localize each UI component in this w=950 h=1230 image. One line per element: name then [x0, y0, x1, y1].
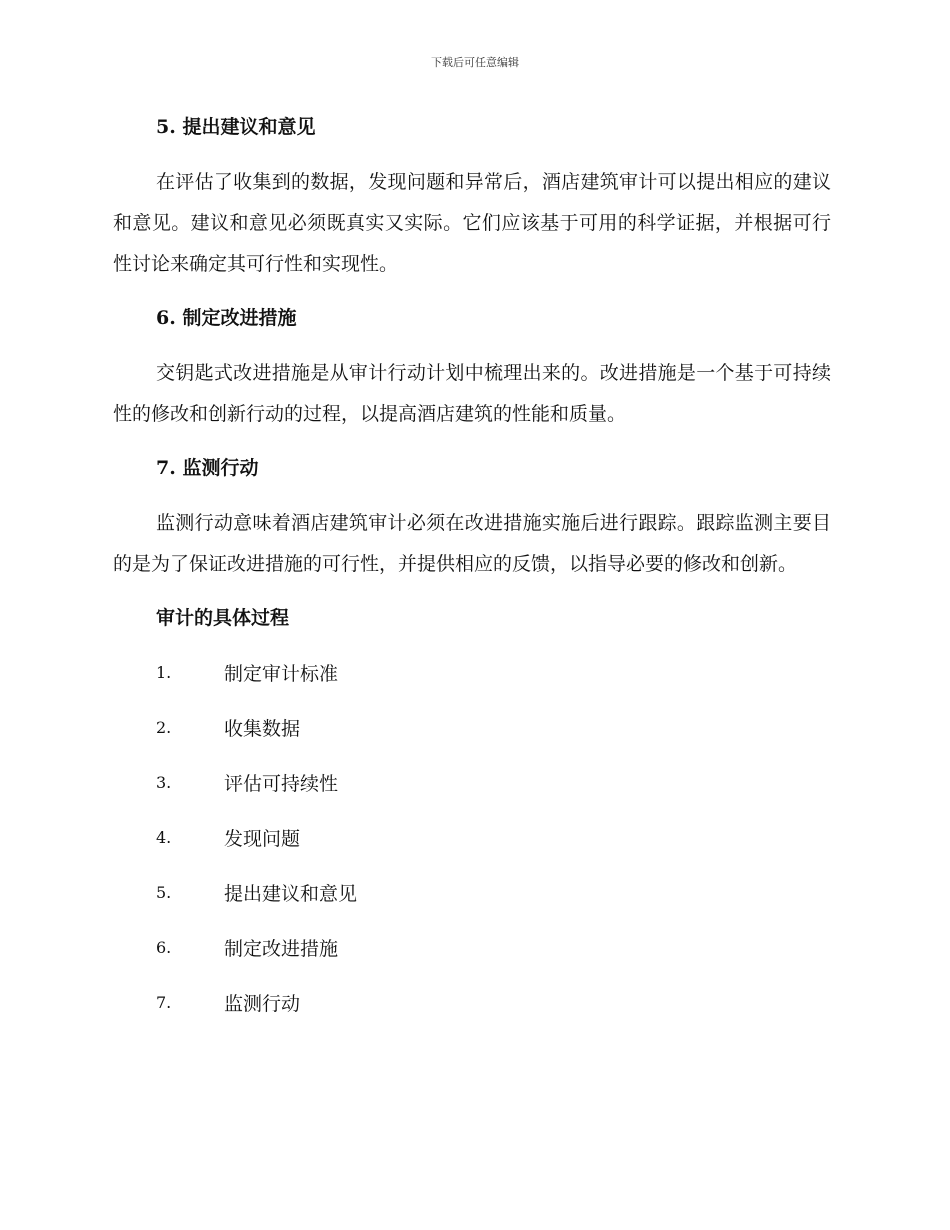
- list-item-text: 收集数据: [224, 718, 301, 740]
- list-item-number: 4.: [156, 828, 172, 847]
- list-item-number: 2.: [156, 718, 172, 737]
- list-item-text: 发现问题: [224, 828, 301, 850]
- list-item: [113, 865, 831, 920]
- process-heading: 审计的具体过程: [156, 607, 290, 629]
- list-item: [113, 700, 831, 755]
- list-item: [113, 755, 831, 810]
- list-item-number: 6.: [156, 938, 172, 957]
- process-list: [113, 645, 831, 1030]
- section-paragraph-5: 在评估了收集到的数据，发现问题和异常后，酒店建筑审计可以提出相应的建议和意见。建议和意见必须既真实又实际。它们应该基于可用的科学证据，并根据可行性讨论来确定其可行性和实现性。: [113, 171, 831, 275]
- list-item-number: 3.: [156, 773, 172, 792]
- list-item: [113, 810, 831, 865]
- section-heading-5: 5. 提出建议和意见: [156, 116, 316, 138]
- section-paragraph-6: 交钥匙式改进措施是从审计行动计划中梳理出来的。改进措施是一个基于可持续性的修改和创新行动的过程，以提高酒店建筑的性能和质量。: [113, 362, 831, 425]
- list-item-number: 7.: [156, 993, 172, 1012]
- section-heading-6: 6. 制定改进措施: [156, 307, 297, 329]
- section-paragraph-7: 监测行动意味着酒店建筑审计必须在改进措施实施后进行跟踪。跟踪监测主要目的是为了保证改进措施的可行性，并提供相应的反馈，以指导必要的修改和创新。: [113, 512, 831, 575]
- list-item-number: 5.: [156, 883, 172, 902]
- list-item-text: 制定改进措施: [224, 938, 339, 960]
- list-item-number: 1.: [156, 663, 172, 682]
- section-heading-7: 7. 监测行动: [156, 457, 259, 479]
- list-item: [113, 920, 831, 975]
- list-item-text: 监测行动: [224, 993, 301, 1015]
- list-item-text: 提出建议和意见: [224, 883, 358, 905]
- list-item-text: 制定审计标准: [224, 663, 339, 685]
- list-item: [113, 975, 831, 1030]
- list-item-text: 评估可持续性: [224, 773, 339, 795]
- document-body: [113, 108, 831, 1030]
- list-item: [113, 645, 831, 700]
- page-header: 下载后可任意编辑: [431, 56, 519, 69]
